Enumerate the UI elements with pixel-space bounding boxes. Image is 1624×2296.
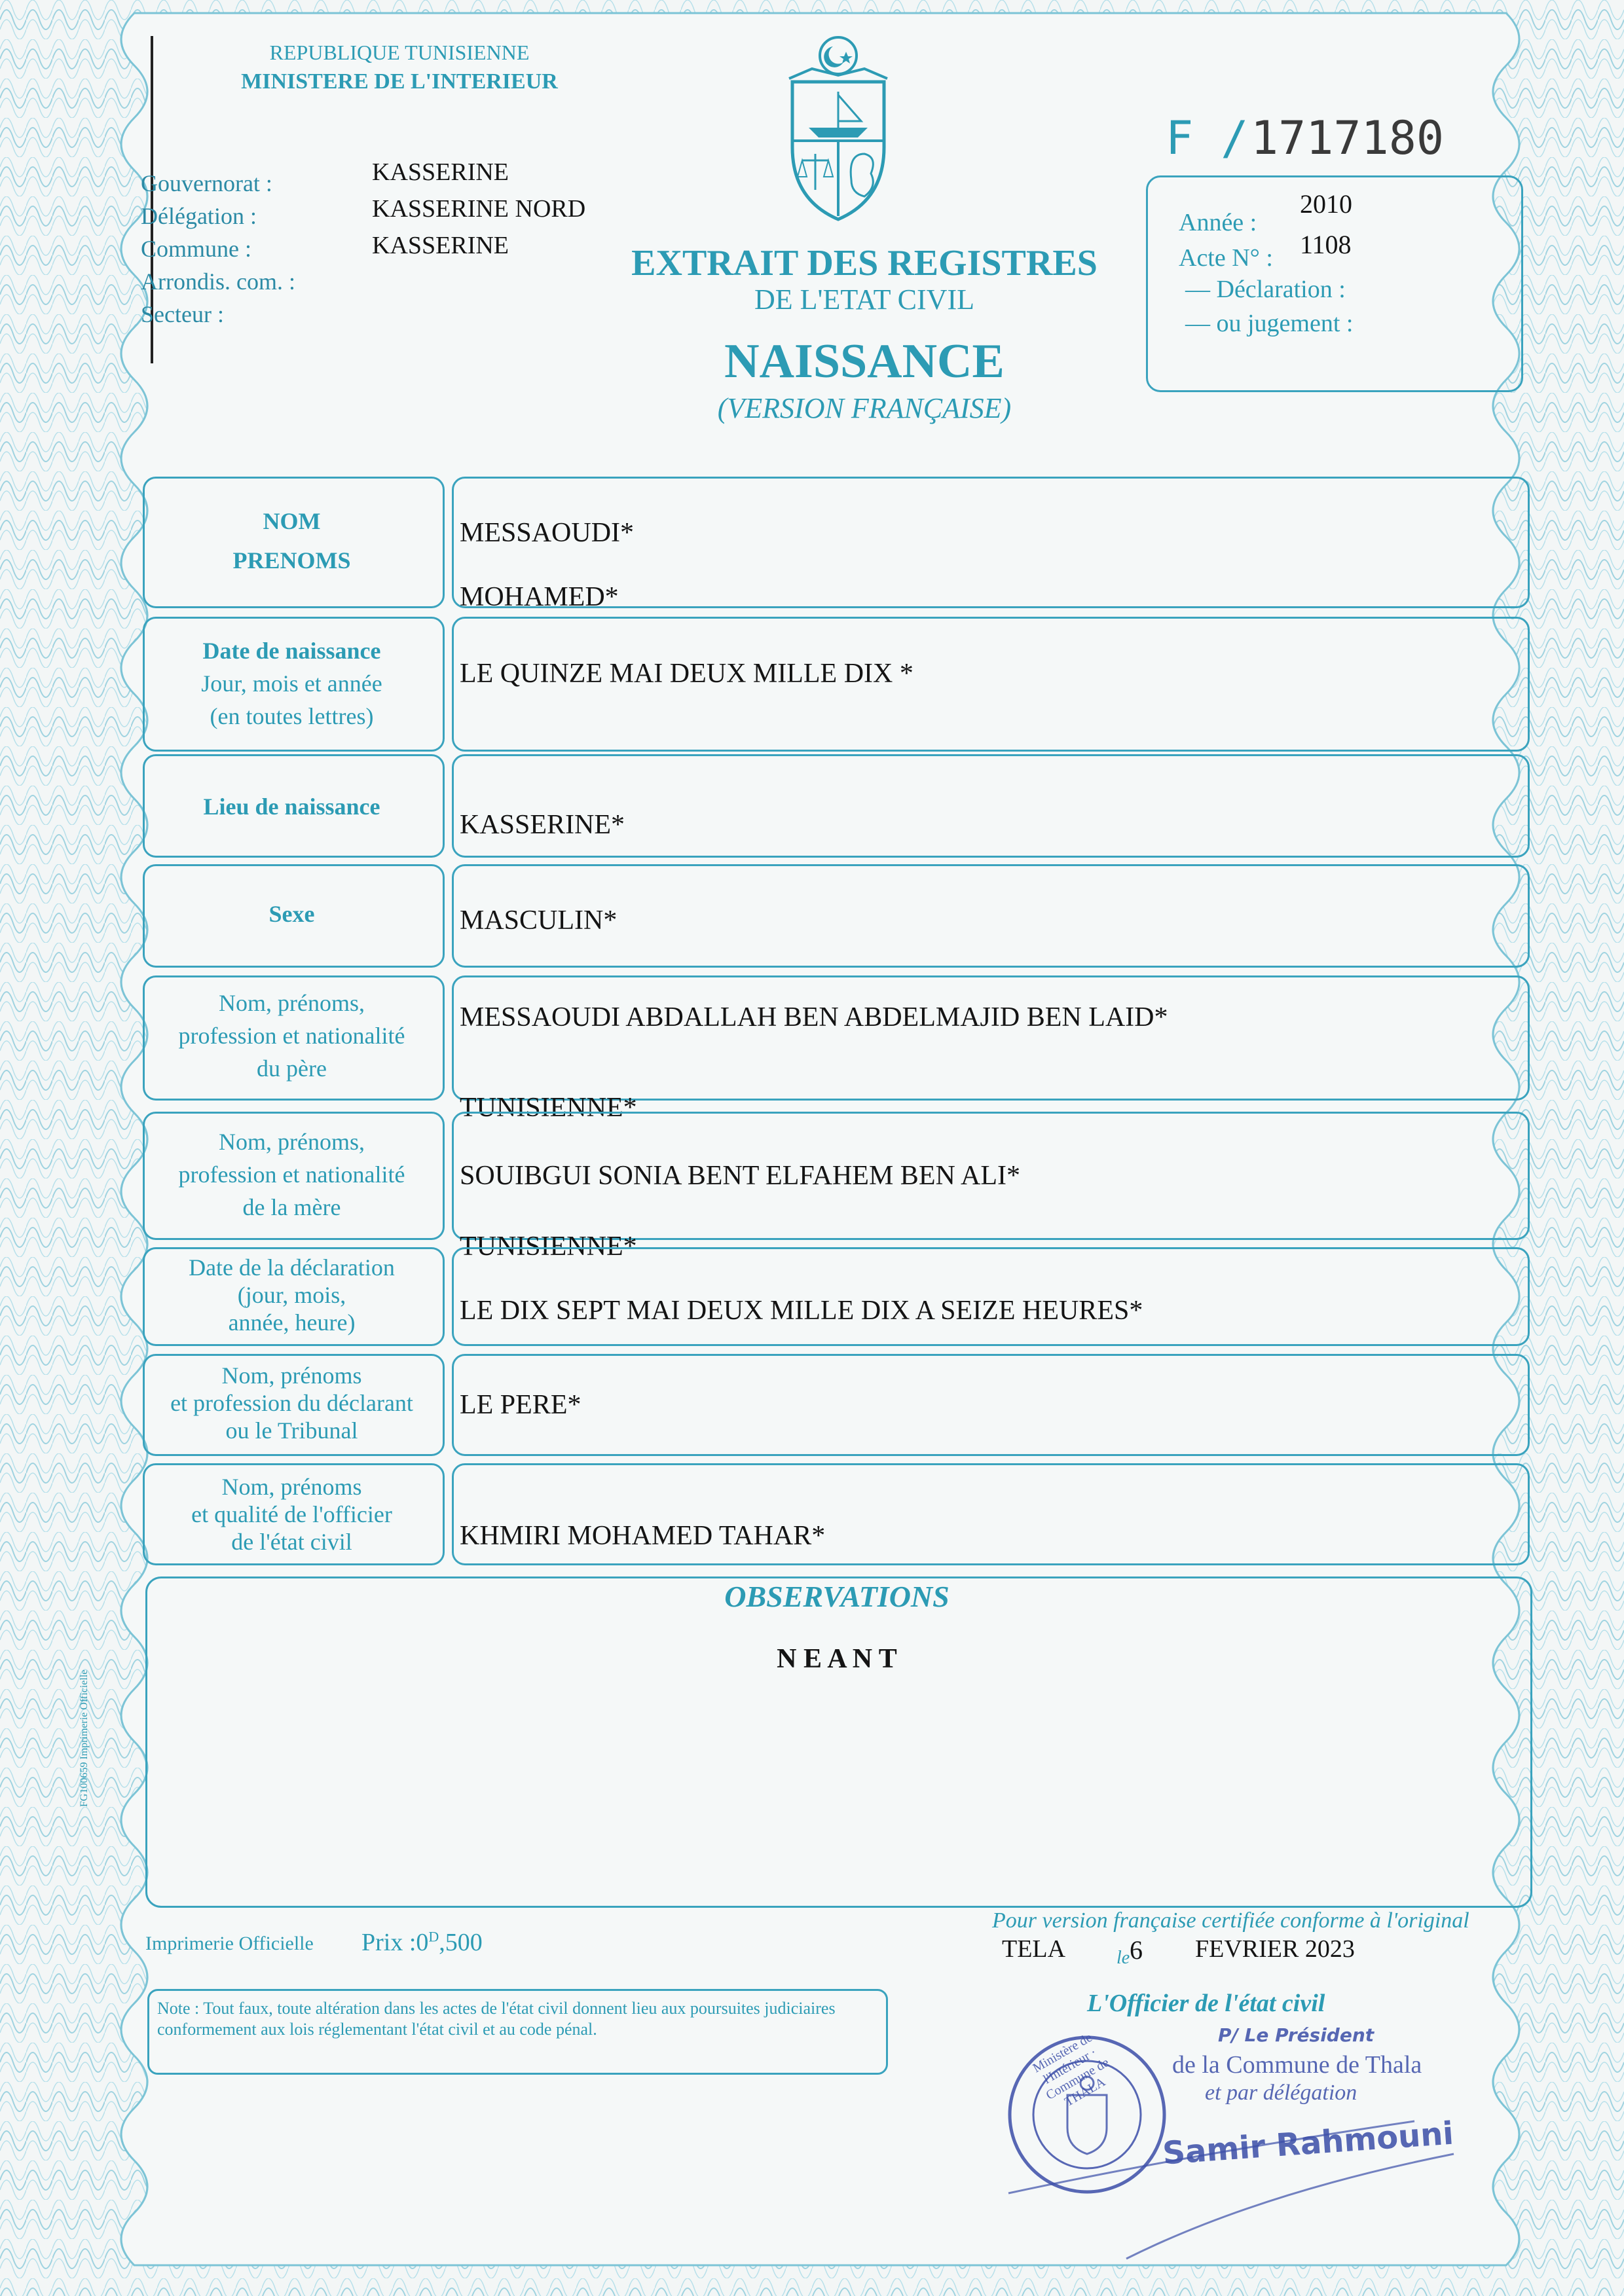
lieu-value: KASSERINE* <box>460 810 625 840</box>
republique-label: REPUBLIQUE TUNISIENNE <box>269 41 530 64</box>
imprimerie-label: Imprimerie Officielle <box>145 1933 314 1954</box>
pere-value-box <box>452 975 1530 1101</box>
prix-sup: D <box>428 1928 439 1945</box>
annee-value: 2010 <box>1300 189 1352 219</box>
pere-label-3: du père <box>257 1055 327 1082</box>
title-etat-civil: DE L'ETAT CIVIL <box>754 283 974 316</box>
tunisia-coat-of-arms-icon <box>773 29 904 226</box>
mere-label-3: de la mère <box>242 1194 341 1220</box>
prenoms-label: PRENOMS <box>232 547 351 574</box>
pere-value: MESSAOUDI ABDALLAH BEN ABDELMAJID BEN LAID* <box>460 1002 1168 1032</box>
nom-label-box <box>143 477 445 608</box>
jugement-label: — ou jugement : <box>1185 310 1354 337</box>
acte-label: Acte N° : <box>1179 244 1273 272</box>
declarant-value-box <box>452 1354 1530 1456</box>
date-label-3: (en toutes lettres) <box>210 703 374 729</box>
mere-value: SOUIBGUI SONIA BENT ELFAHEM BEN ALI* <box>460 1161 1020 1191</box>
secteur-label: Secteur : <box>141 301 224 327</box>
stamp-line-2: de la Commune de Thala <box>1172 2051 1422 2079</box>
jour-value: 6 <box>1130 1935 1143 1965</box>
prix-tail: ,500 <box>439 1929 483 1956</box>
sexe-value: MASCULIN* <box>460 905 618 936</box>
lieu-value-box <box>452 754 1530 858</box>
delegation-label: Délégation : <box>141 203 257 229</box>
decl-label-1: Date de la déclaration <box>189 1254 395 1281</box>
observations-box <box>145 1576 1532 1908</box>
side-code: FG100659 Imprimerie Officielle <box>79 1669 90 1807</box>
sexe-label: Sexe <box>268 901 315 927</box>
gouvernorat-label: Gouvernorat : <box>141 170 272 196</box>
serial-value: 1717180 <box>1251 111 1445 165</box>
pere-label-1: Nom, prénoms, <box>219 990 365 1016</box>
serial-prefix: F / <box>1166 111 1249 165</box>
decl-value: LE DIX SEPT MAI DEUX MILLE DIX A SEIZE HEURES* <box>460 1296 1143 1326</box>
decl-label-2: (jour, mois, <box>237 1282 346 1308</box>
mere-nationalite: TUNISIENNE* <box>460 1231 637 1262</box>
mere-label-1: Nom, prénoms, <box>219 1129 365 1155</box>
serial-number <box>1166 111 1248 165</box>
nom-label: NOM <box>263 508 321 534</box>
note-text: Note : Tout faux, toute altération dans les actes de l'état civil donnent lieu aux poursuites judiciaires conformement aux lois réglementant l'état civil et au code pénal. <box>157 1999 836 2039</box>
stamp-signature: Samir Rahmouni <box>1161 2115 1455 2172</box>
stamp-line-1: P/ Le Président <box>1218 2024 1375 2046</box>
delegation-value: KASSERINE NORD <box>372 195 586 223</box>
officier-title: L'Officier de l'état civil <box>1087 1990 1325 2017</box>
officier-label-2: et qualité de l'officier <box>191 1501 392 1527</box>
date-label-1: Date de naissance <box>202 638 381 664</box>
lieu-value: TELA <box>1002 1935 1066 1963</box>
decl-label-3: année, heure) <box>228 1309 356 1336</box>
le-label: le <box>1116 1948 1130 1968</box>
lieu-label: Lieu de naissance <box>203 793 380 820</box>
prenoms-value: MOHAMED* <box>460 582 619 612</box>
stamp-ring-text: Ministère de l'Intérieur · Commune de THALA <box>1030 2030 1112 2109</box>
title-version: (VERSION FRANÇAISE) <box>717 392 1012 424</box>
gouvernorat-value: KASSERINE <box>372 158 509 186</box>
date-label-2: Jour, mois et année <box>201 670 382 697</box>
officier-value: KHMIRI MOHAMED TAHAR* <box>460 1521 826 1551</box>
stamp-line-3: et par délégation <box>1205 2081 1357 2105</box>
observations-value: N E A N T <box>777 1644 897 1674</box>
nom-value: MESSAOUDI* <box>460 518 635 548</box>
certif-text: Pour version française certifiée conforme à l'original <box>992 1908 1469 1933</box>
declarant-label-3: ou le Tribunal <box>225 1417 358 1444</box>
arrondis-label: Arrondis. com. : <box>141 268 295 295</box>
title-extrait: EXTRAIT DES REGISTRES <box>631 243 1098 283</box>
declarant-label-1: Nom, prénoms <box>221 1362 362 1389</box>
mois-annee-value: FEVRIER 2023 <box>1195 1935 1355 1963</box>
pere-nationalite: TUNISIENNE* <box>460 1093 637 1123</box>
ministere-label: MINISTERE DE L'INTERIEUR <box>241 69 558 94</box>
pere-label-2: profession et nationalité <box>178 1023 405 1049</box>
acte-value: 1108 <box>1300 230 1352 259</box>
location-labels <box>141 167 295 331</box>
prix-label <box>361 1928 483 1957</box>
annee-label: Année : <box>1179 209 1257 236</box>
mere-label-2: profession et nationalité <box>178 1161 405 1188</box>
commune-label: Commune : <box>141 236 251 262</box>
declarant-value: LE PERE* <box>460 1390 581 1420</box>
commune-value: KASSERINE <box>372 232 509 259</box>
officier-label-1: Nom, prénoms <box>221 1474 362 1500</box>
declarant-label-2: et profession du déclarant <box>170 1390 413 1416</box>
date-value: LE QUINZE MAI DEUX MILLE DIX * <box>460 659 913 689</box>
prix-text: Prix :0 <box>361 1929 429 1956</box>
observations-title: OBSERVATIONS <box>724 1580 950 1613</box>
officier-label-3: de l'état civil <box>231 1529 352 1555</box>
declaration-label: — Déclaration : <box>1185 276 1346 303</box>
title-naissance: NAISSANCE <box>724 335 1005 388</box>
